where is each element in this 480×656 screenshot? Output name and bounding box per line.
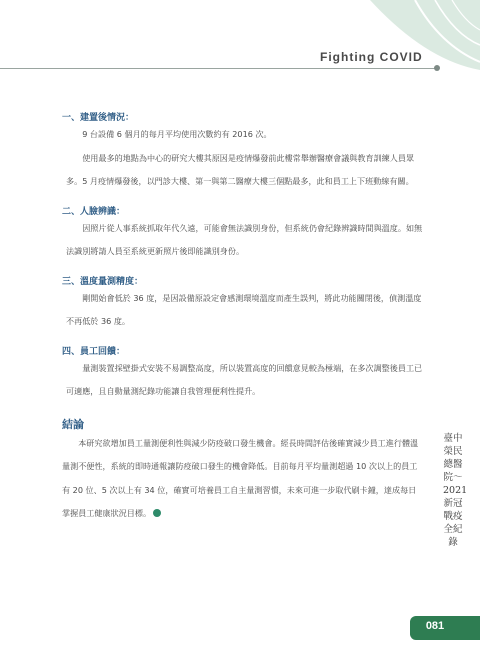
header-rule-dot	[434, 65, 440, 71]
end-mark-icon	[153, 509, 161, 517]
conclusion-text	[62, 432, 424, 526]
side-book-title: 臺中榮民總醫院～2021新冠戰疫全紀錄	[443, 433, 468, 548]
article-body	[62, 104, 424, 526]
running-header: Fighting COVID	[320, 50, 423, 64]
paragraph: 量測裝置採壁掛式安裝不易調整高度，所以裝置高度的回饋意見較為極端，在多次調整後員工已可適應，且自動量測紀錄功能讓自我管理便利性提升。	[66, 362, 423, 396]
page-number: 081	[425, 620, 445, 632]
section-heading-status: 一、建置後情況：	[62, 113, 135, 123]
conclusion-text-content: 本研究欲增加員工量測便利性與減少防疫破口發生機會。經長時間評估後確實減少員工進行體溫量測不便性，系統的即時通報讓防疫破口發生的機會降低。目前每月平均量測超過 10 次以上的員工有 20 位、5 次以上有 34 位，確實可培養員工自主量測習慣，未來可進一步取代刷卡鐘，達成每日掌握員工健康狀況目標。	[62, 437, 419, 518]
header-rule	[0, 68, 437, 69]
paragraph: 因照片從人事系統抓取年代久遠，可能會無法識別身份，但系統仍會紀錄辨識時間與溫度。如無法識別將請人員至系統更新照片後即能識別身份。	[66, 222, 423, 256]
paragraph: 使用最多的地點為中心的研究大樓其原因是疫情爆發前此樓常舉辦醫療會議與教育訓練人員眾多。5 月疫情爆發後，以門診大樓、第一與第二醫療大樓三個點最多，此和員工上下班動線有關。	[66, 152, 415, 186]
conclusion-title: 結論	[62, 417, 84, 431]
section-heading-face-recognition: 二、人臉辨識：	[62, 206, 126, 217]
paragraph: 9 台設備 6 個月的每月平均使用次數約有 2016 次。	[82, 129, 272, 139]
section-heading-employee-feedback: 四、員工回饋：	[62, 346, 126, 357]
paragraph: 剛開始會低於 36 度，是因設備原設定會感測環境溫度而產生誤判，將此功能關閉後，偵測溫度不再低於 36 度。	[66, 292, 422, 326]
section-heading-temperature-accuracy: 三、溫度量測精度：	[62, 276, 144, 287]
